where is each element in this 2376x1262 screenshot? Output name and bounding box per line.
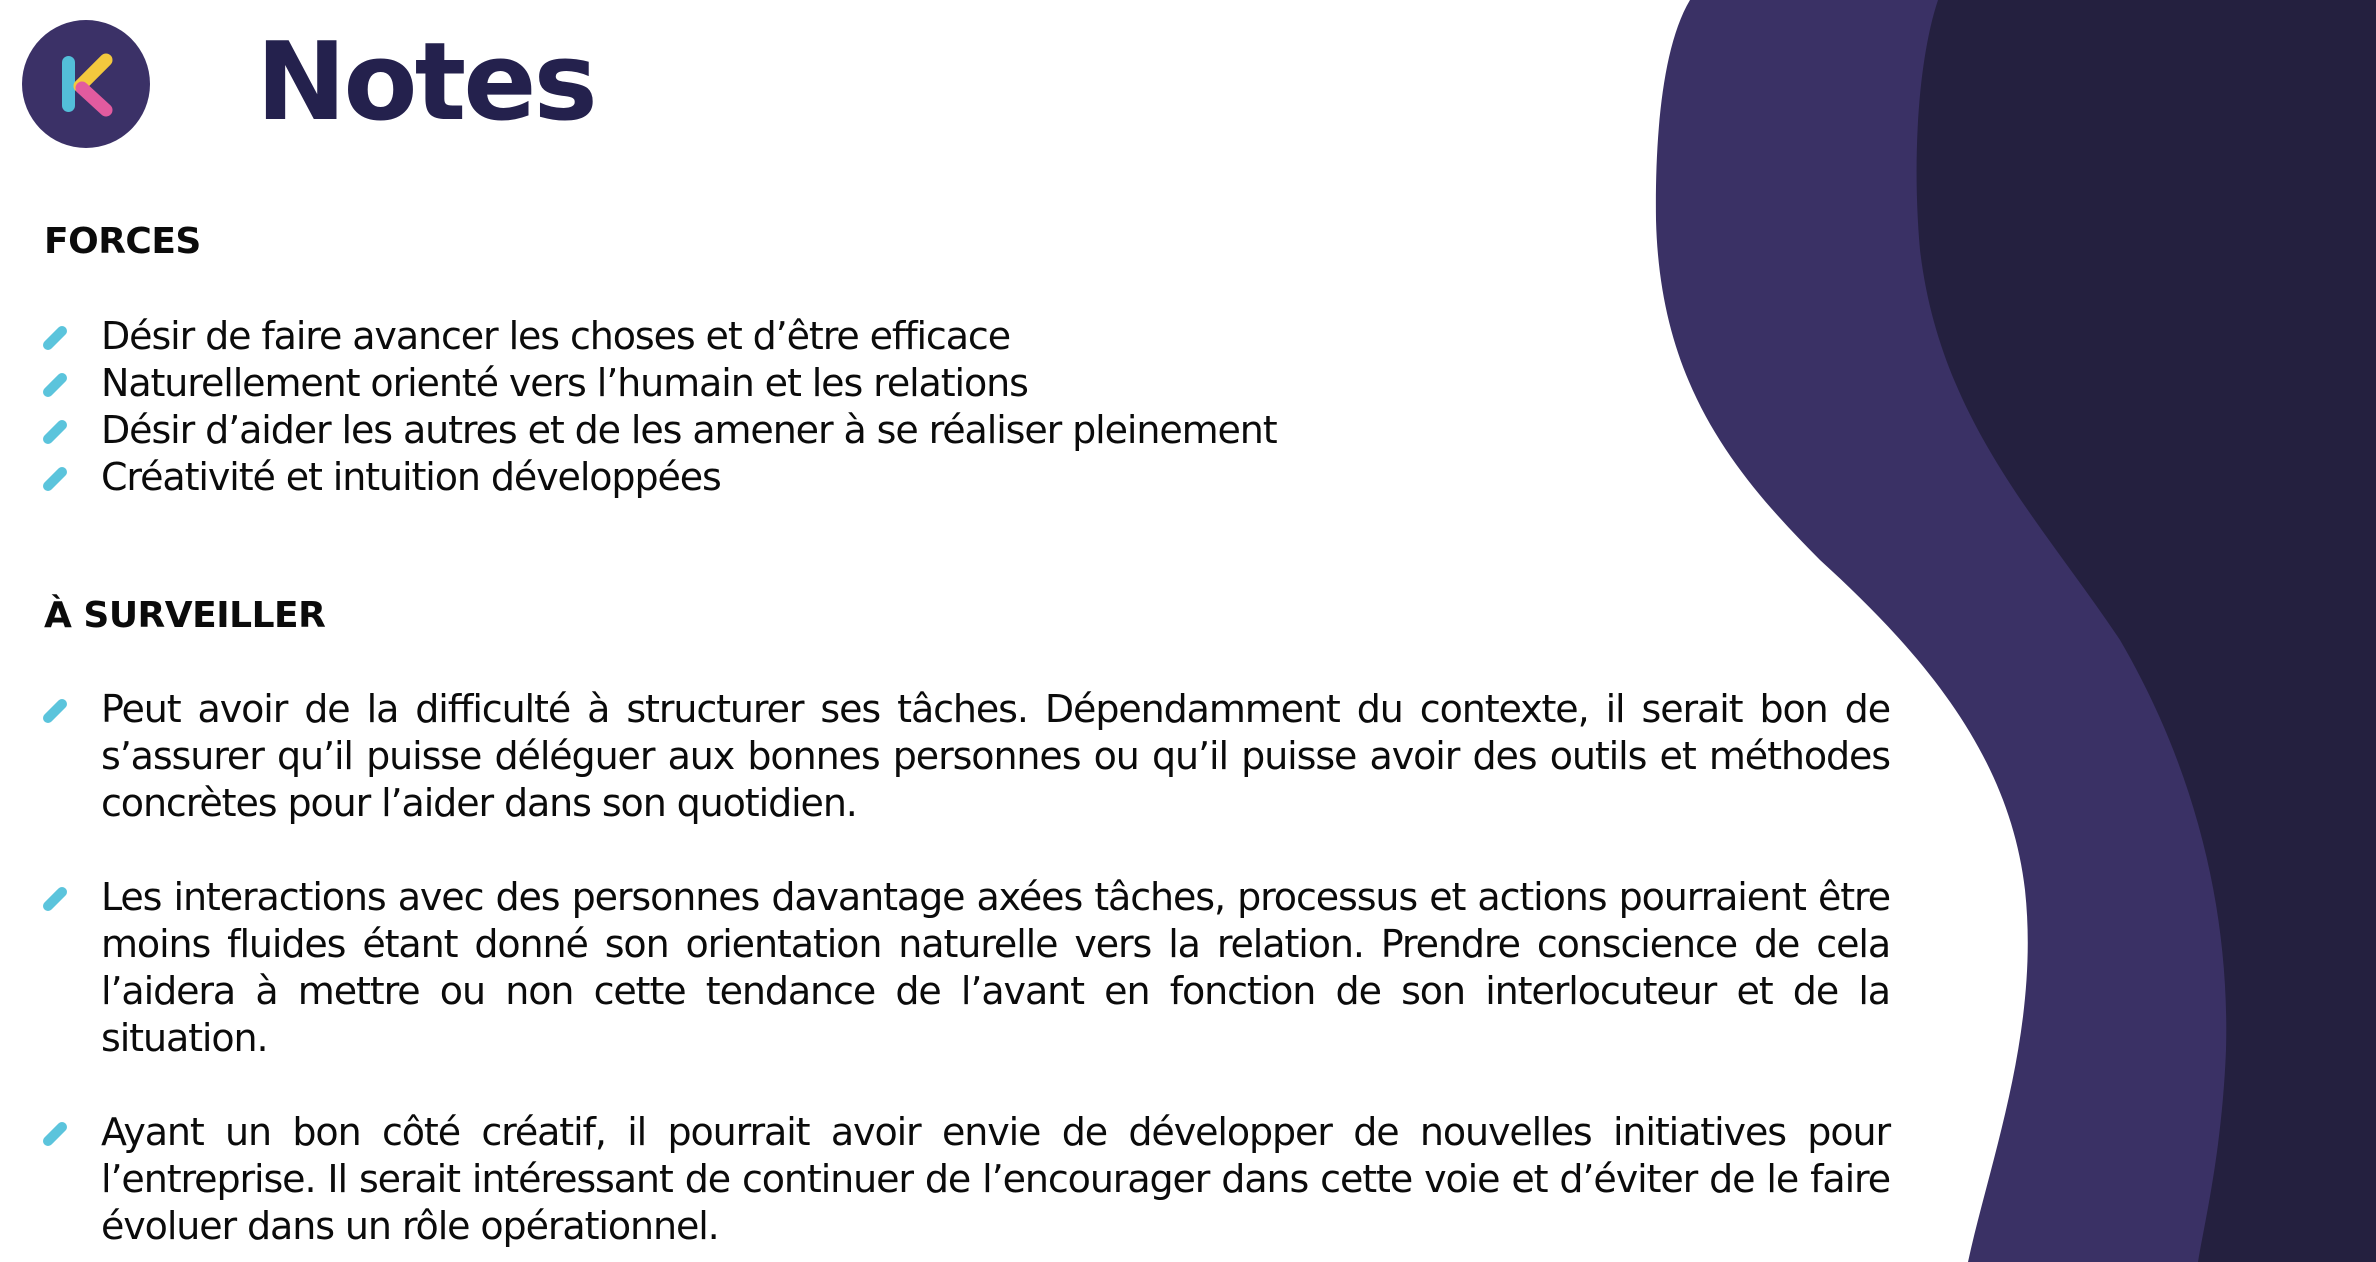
list-item [40, 360, 1890, 407]
list-item-text: Les interactions avec des personnes davantage axées tâches, processus et actions pourraient être moins fluides étant donné son orientation naturelle vers la relation. Prendre conscience de cela l’aidera à mettre ou non cette tendance de l’avant en fonction de son interlocuteur et de la situation. [101, 875, 1890, 1060]
list-item [40, 313, 1890, 360]
list-item-text: Naturellement orienté vers l’humain et les relations [101, 361, 1028, 405]
list-item [40, 874, 1890, 1062]
list-item [40, 407, 1890, 454]
pill-bullet-icon [40, 464, 70, 494]
pill-bullet-icon [40, 696, 70, 726]
list-item [40, 454, 1890, 501]
pill-bullet-icon [40, 370, 70, 400]
list-item-text: Désir de faire avancer les choses et d’être efficace [101, 314, 1010, 358]
pill-bullet-icon [40, 1119, 70, 1149]
list-item-text: Désir d’aider les autres et de les amener à se réaliser pleinement [101, 408, 1277, 452]
surveiller-list [40, 686, 1890, 1262]
pill-bullet-icon [40, 884, 70, 914]
k-logo-icon [22, 20, 150, 148]
pill-bullet-icon [40, 323, 70, 353]
forces-list [40, 313, 1890, 501]
list-item-text: Peut avoir de la difficulté à structurer ses tâches. Dépendamment du contexte, il serait bon de s’assurer qu’il puisse déléguer aux bonnes personnes ou qu’il puisse avoir des outils et méthodes concrètes pour l’aider dans son quotidien. [101, 687, 1890, 825]
list-item-text: Créativité et intuition développées [101, 455, 721, 499]
page-title: Notes [256, 20, 595, 145]
list-item [40, 686, 1890, 827]
list-item-text: Ayant un bon côté créatif, il pourrait avoir envie de développer de nouvelles initiatives pour l’entreprise. Il serait intéressant de continuer de l’encourager dans cette voie et d’éviter de le faire évoluer dans un rôle opérationnel. [101, 1110, 1890, 1248]
pill-bullet-icon [40, 417, 70, 447]
list-item [40, 1109, 1890, 1250]
surveiller-heading: À SURVEILLER [44, 595, 326, 636]
forces-heading: FORCES [44, 221, 201, 262]
